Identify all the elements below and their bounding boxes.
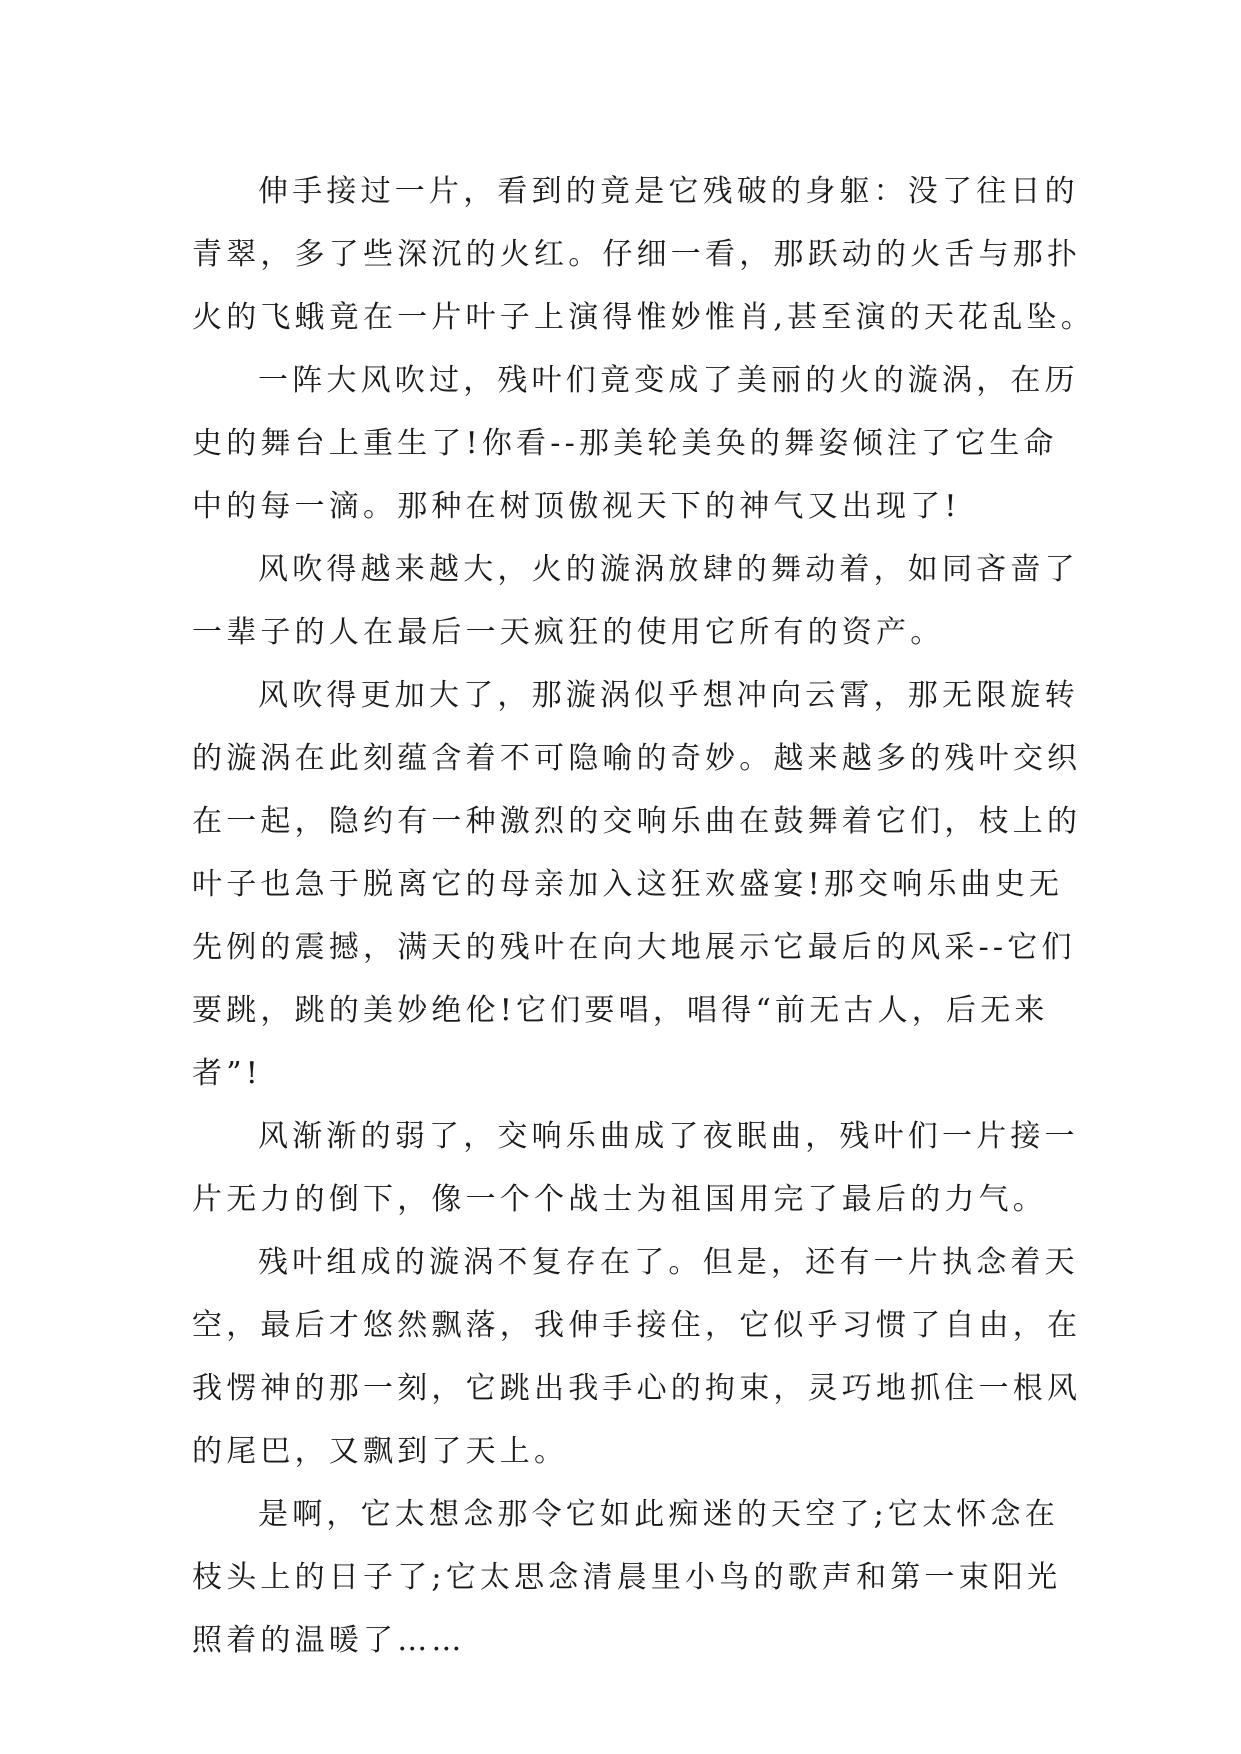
paragraph-line: 青翠，多了些深沉的火红。仔细一看，那跃动的火舌与那扑	[192, 237, 1082, 272]
paragraph-line: 史的舞台上重生了!你看--那美轮美奂的舞姿倾注了它生命	[192, 426, 1058, 461]
paragraph-line: 的尾巴，又飘到了天上。	[192, 1434, 569, 1469]
paragraph-line: 的漩涡在此刻蕴含着不可隐喻的奇妙。越来越多的残叶交织	[192, 741, 1082, 776]
paragraph-first-line: 风吹得更加大了，那漩涡似乎想冲向云霄，那无限旋转	[258, 678, 1079, 713]
paragraph-line: 在一起，隐约有一种激烈的交响乐曲在鼓舞着它们，枝上的	[192, 804, 1082, 839]
paragraph-line: 叶子也急于脱离它的母亲加入这狂欢盛宴!那交响乐曲史无	[192, 867, 1064, 902]
paragraph-line: 者”!	[192, 1056, 262, 1091]
paragraph-first-line: 伸手接过一片，看到的竟是它残破的身躯：没了往日的	[258, 174, 1079, 209]
paragraph-line: 要跳，跳的美妙绝伦!它们要唱，唱得“前无古人，后无来	[192, 993, 1049, 1028]
paragraph-line: 中的每一滴。那种在树顶傲视天下的神气又出现了!	[192, 489, 961, 524]
paragraph-line: 先例的震撼，满天的残叶在向大地展示它最后的风采--它们	[192, 930, 1076, 965]
paragraph-line: 片无力的倒下，像一个个战士为祖国用完了最后的力气。	[192, 1182, 1047, 1217]
paragraph-line: 我愣神的那一刻，它跳出我手心的拘束，灵巧地抓住一根风	[192, 1371, 1082, 1406]
paragraph-first-line: 一阵大风吹过，残叶们竟变成了美丽的火的漩涡，在历	[258, 363, 1079, 398]
paragraph-line: 照着的温暖了……	[192, 1623, 466, 1658]
paragraph-line: 一辈子的人在最后一天疯狂的使用它所有的资产。	[192, 615, 945, 650]
paragraph-line: 火的飞蛾竟在一片叶子上演得惟妙惟肖,甚至演的天花乱坠。	[192, 300, 1095, 335]
paragraph-line: 空，最后才悠然飘落，我伸手接住，它似乎习惯了自由，在	[192, 1308, 1082, 1343]
paragraph-first-line: 风渐渐的弱了，交响乐曲成了夜眠曲，残叶们一片接一	[258, 1119, 1079, 1154]
document-body	[192, 160, 1095, 1672]
paragraph-first-line: 残叶组成的漩涡不复存在了。但是，还有一片执念着天	[258, 1245, 1079, 1280]
paragraph-first-line: 是啊，它太想念那令它如此痴迷的天空了;它太怀念在	[258, 1497, 1059, 1532]
paragraph-line: 枝头上的日子了;它太思念清晨里小鸟的歌声和第一束阳光	[192, 1560, 1062, 1595]
paragraph-first-line: 风吹得越来越大，火的漩涡放肆的舞动着，如同吝啬了	[258, 552, 1079, 587]
